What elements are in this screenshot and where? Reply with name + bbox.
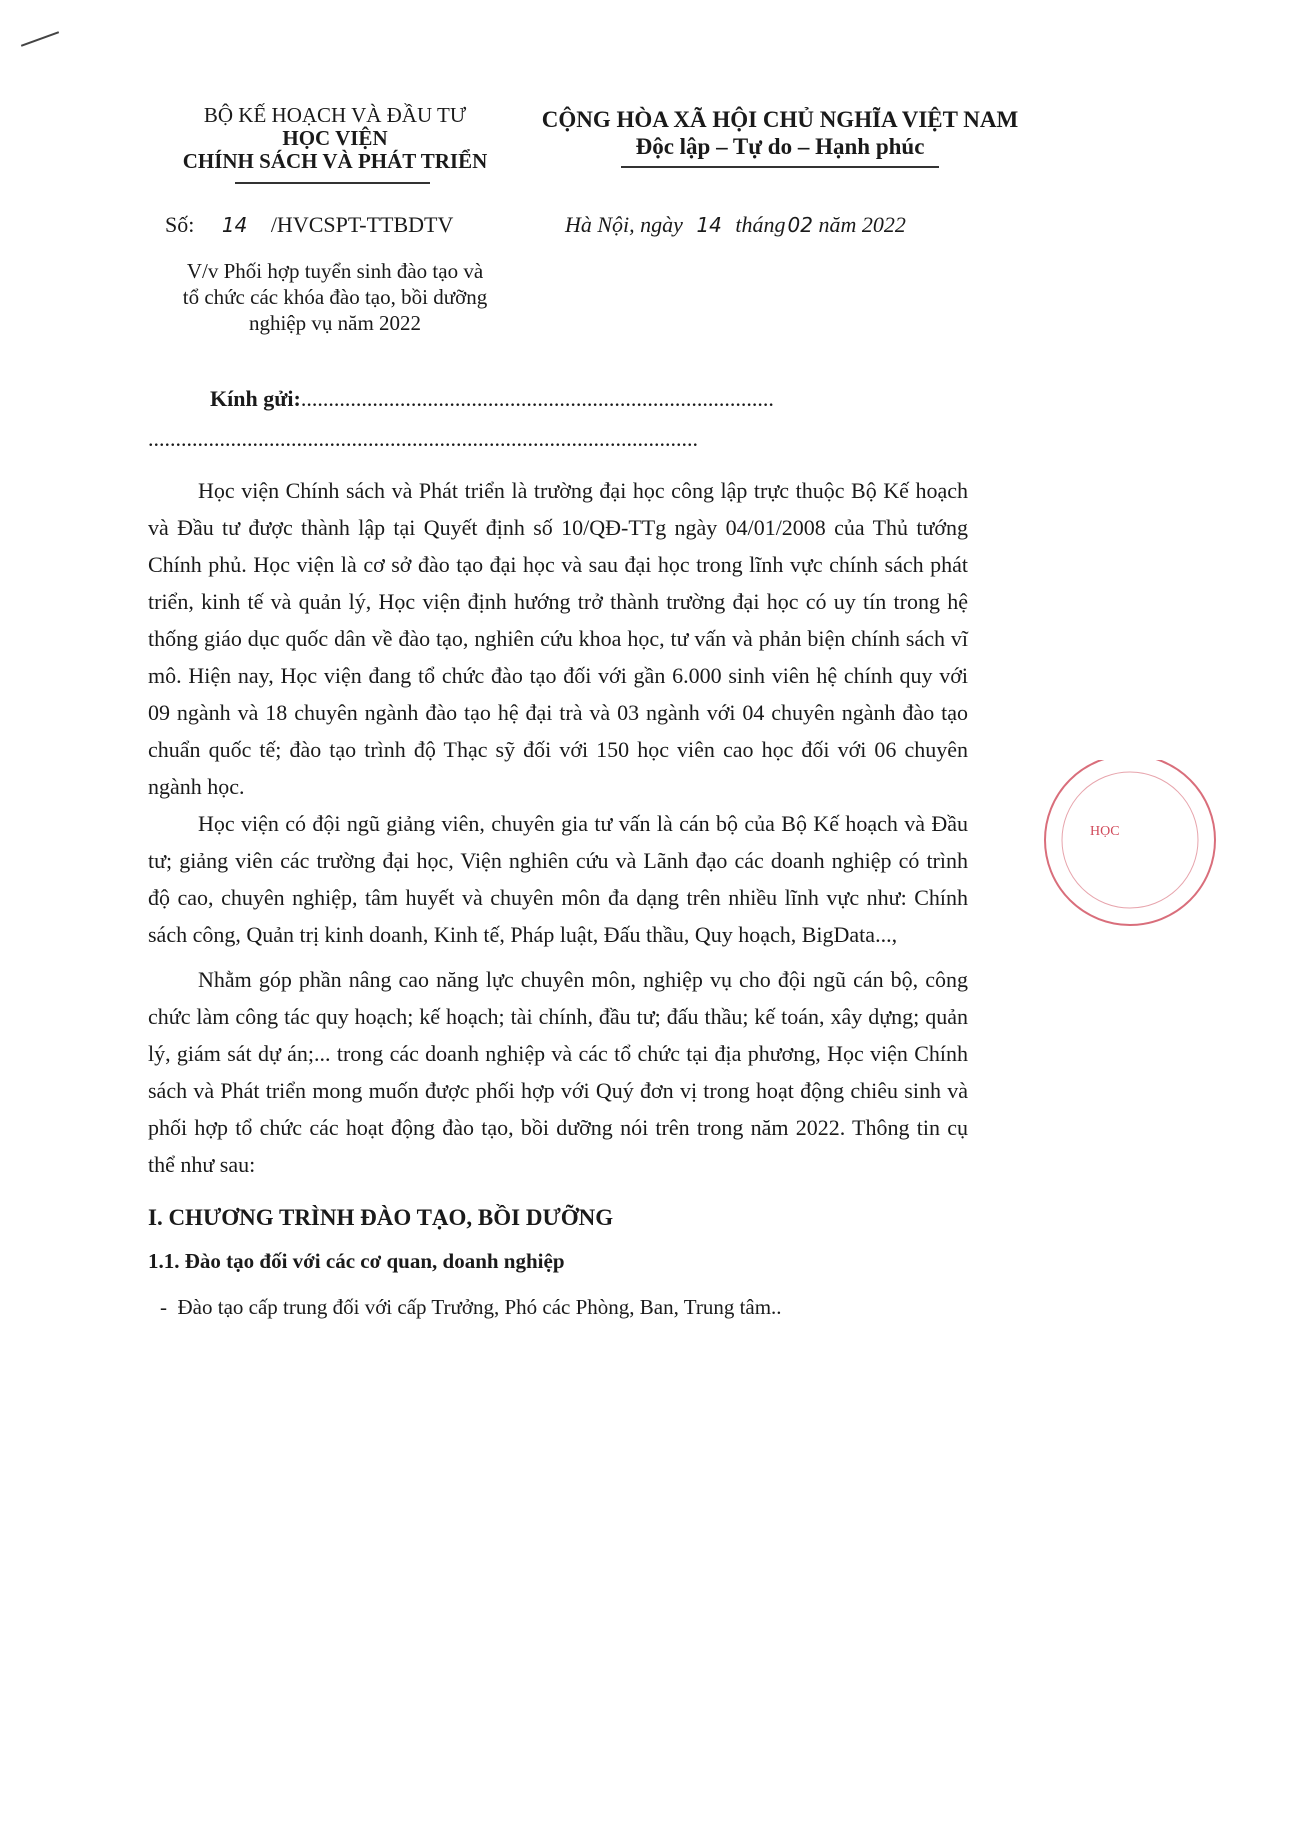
bullet-text: Đào tạo cấp trung đối với cấp Trưởng, Phó các Phòng, Ban, Trung tâm.. — [177, 1295, 782, 1319]
paragraph-2: Học viện có đội ngũ giảng viên, chuyên gia tư vấn là cán bộ của Bộ Kế hoạch và Đầu tư; giảng viên các trường đại học, Viện nghiên cứu và Lãnh đạo các doanh nghiệp có trình độ cao, chuyên nghiệp, tâm huyết và chuyên môn đa dạng trên nhiều lĩnh vực như: Chính sách công, Quản trị kinh doanh, Kinh tế, Pháp luật, Đấu thầu, Quy hoạch, BigData..., — [148, 811, 968, 947]
subject — [145, 258, 525, 336]
date-prefix: Hà Nội, ngày — [565, 212, 683, 237]
nation-title: CỘNG HÒA XÃ HỘI CHỦ NGHĨA VIỆT NAM — [541, 107, 1019, 132]
stamp-text: HỌC — [1090, 824, 1120, 839]
stamp-inner-ring — [1062, 772, 1198, 908]
header-left — [160, 104, 510, 173]
scan-mark — [21, 31, 59, 47]
institute-name-2: CHÍNH SÁCH VÀ PHÁT TRIỂN — [182, 149, 488, 173]
date-day: 14 — [696, 213, 722, 237]
letter-body — [148, 472, 968, 1321]
subsection-heading: 1.1. Đào tạo đối với các cơ quan, doanh nghiệp — [148, 1249, 565, 1273]
date-year: năm 2022 — [818, 212, 906, 237]
recipient-label: Kính gửi: — [210, 386, 301, 411]
subject-line: tổ chức các khóa đào tạo, bồi dưỡng — [182, 285, 488, 309]
motto: Độc lập – Tự do – Hạnh phúc — [635, 134, 925, 159]
doc-number-label: Số: — [165, 212, 195, 237]
paragraph-3: Nhằm góp phần nâng cao năng lực chuyên môn, nghiệp vụ cho đội ngũ cán bộ, công chức làm công tác quy hoạch; kế hoạch; tài chính, đầu tư; đấu thầu; kế toán, xây dựng; quản lý, giám sát dự án;... trong các doanh nghiệp và các tổ chức tại địa phương, Học viện Chính sách và Phát triển mong muốn được phối hợp với Quý đơn vị trong hoạt động chiêu sinh và phối hợp tổ chức các hoạt động đào tạo, bồi dưỡng nói trên trong năm 2022. Thông tin cụ thể như sau: — [148, 967, 968, 1177]
stamp-ring — [1045, 760, 1215, 925]
doc-number-handwritten: 14 — [221, 213, 248, 237]
bullet-item — [148, 1293, 968, 1321]
subject-line: V/v Phối hợp tuyển sinh đào tạo và — [186, 259, 484, 283]
section-heading: I. CHƯƠNG TRÌNH ĐÀO TẠO, BỒI DƯỠNG — [148, 1205, 614, 1230]
institute-name-1: HỌC VIỆN — [282, 126, 388, 150]
recipient-line — [210, 386, 960, 412]
doc-date — [565, 212, 906, 238]
header-right — [540, 106, 1020, 160]
bullet-dash: - — [160, 1295, 178, 1319]
recipient-dots-2: .................................................................................................... — [148, 426, 698, 451]
paragraph-1: Học viện Chính sách và Phát triển là trường đại học công lập trực thuộc Bộ Kế hoạch và Đầu tư được thành lập tại Quyết định số 10/QĐ-TTg ngày 04/01/2008 của Thủ tướng Chính phủ. Học viện là cơ sở đào tạo đại học và sau đại học trong lĩnh vực chính sách phát triển, kinh tế và quản lý, Học viện định hướng trở thành trường đại học có uy tín trong hệ thống giáo dục quốc dân về đào tạo, nghiên cứu khoa học, tư vấn và phản biện chính sách vĩ mô. Hiện nay, Học viện đang tổ chức đào tạo đối với gần 6.000 sinh viên hệ chính quy với 09 ngành và 18 chuyên ngành đào tạo hệ đại trà và 03 ngành với 04 chuyên ngành đào tạo chuẩn quốc tế; đào tạo trình độ Thạc sỹ đối với 150 học viên cao học đối với 06 chuyên ngành học. — [148, 478, 968, 799]
subject-line: nghiệp vụ năm 2022 — [248, 311, 422, 335]
date-month-label: tháng — [735, 212, 786, 237]
recipient-dots: ...................................................................................... — [300, 386, 774, 411]
header-left-underline — [235, 182, 430, 184]
date-month: 02 — [787, 213, 813, 237]
doc-number — [165, 212, 453, 238]
ministry-name: BỘ KẾ HOẠCH VÀ ĐẦU TƯ — [203, 103, 467, 127]
red-stamp — [1010, 760, 1297, 930]
doc-code: /HVCSPT-TTBDTV — [270, 212, 454, 237]
header-right-underline — [621, 166, 939, 168]
